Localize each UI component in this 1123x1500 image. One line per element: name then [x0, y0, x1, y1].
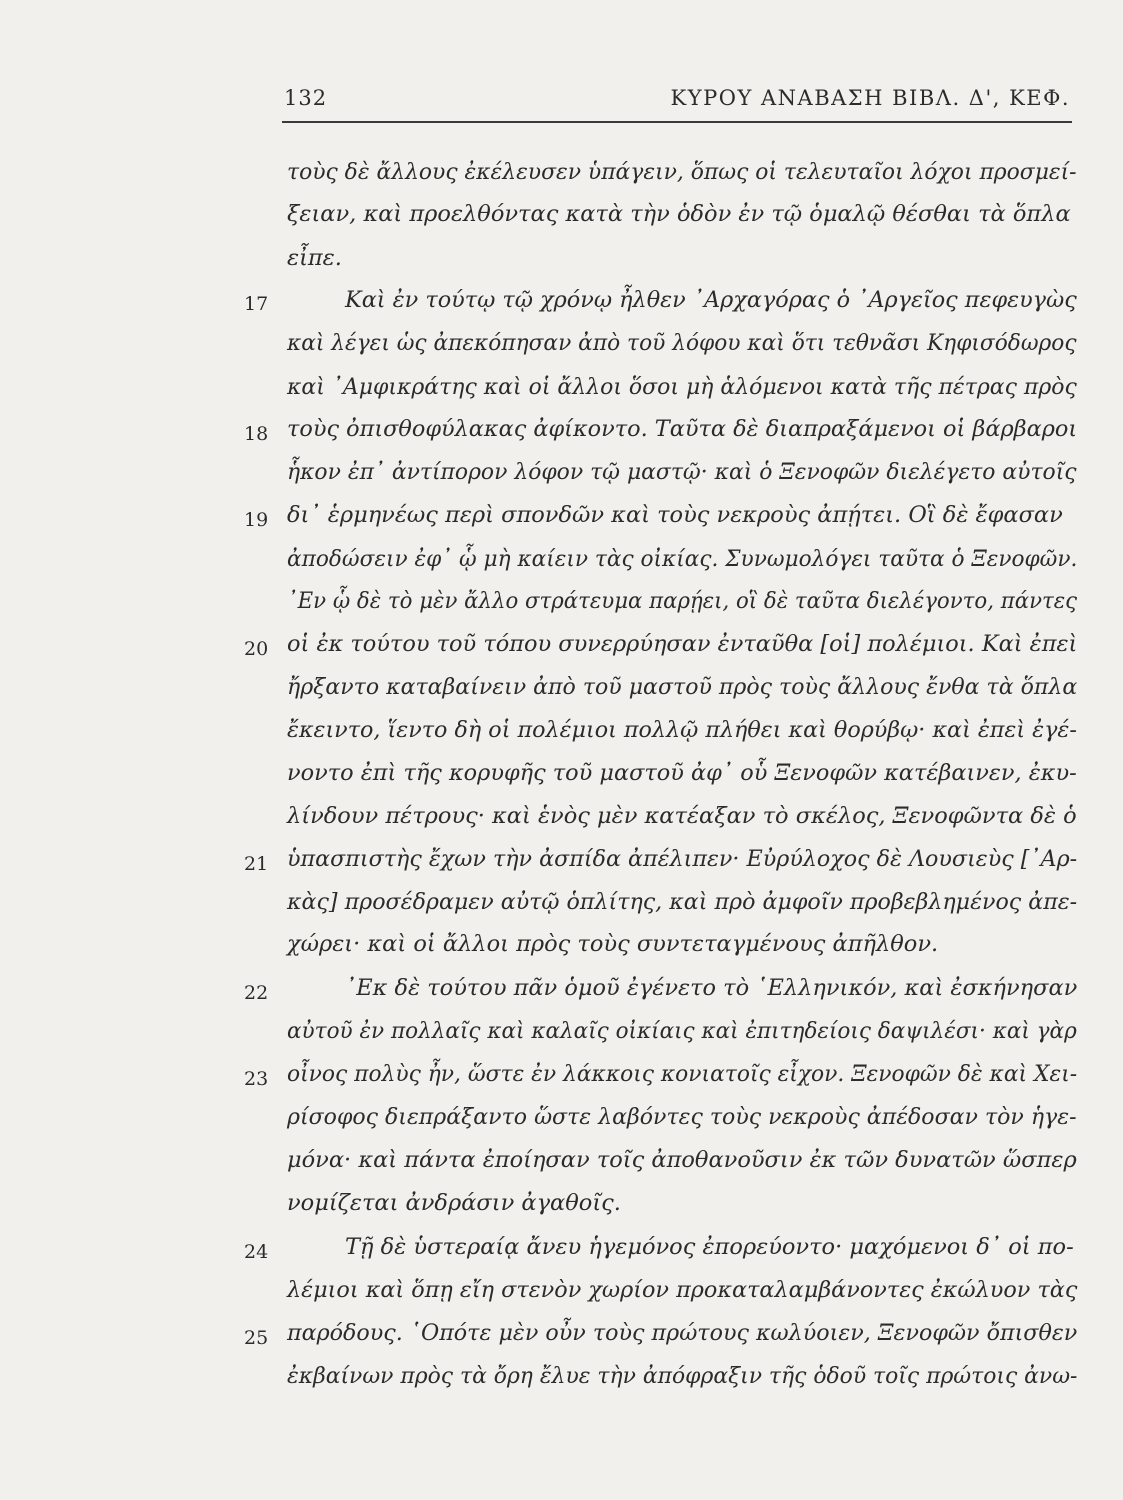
text-line: καὶ ᾿Αμφικράτης καὶ οἱ ἄλλοι ὅσοι μὴ ἁλόμενοι κατὰ τῆς πέτρας πρὸς	[287, 374, 1077, 400]
section-number-23: 23	[244, 1068, 269, 1090]
text-line: δι᾿ ἑρμηνέως περὶ σπονδῶν καὶ τοὺς νεκροὺς ἀπῄτει. Οἳ δὲ ἔφασαν	[287, 502, 1063, 528]
running-head: ΚΥΡΟΥ ΑΝΑΒΑΣΗ ΒΙΒΛ. Δ', ΚΕΦ.	[670, 86, 1070, 110]
section-number-22: 22	[244, 982, 269, 1004]
text-line: νομίζεται ἀνδράσιν ἀγαθοῖς.	[287, 1190, 621, 1216]
text-line: εἶπε.	[287, 245, 342, 271]
text-line: νοντο ἐπὶ τῆς κορυφῆς τοῦ μαστοῦ ἀφ᾿ οὗ Ξενοφῶν κατέβαινεν, ἐκυ-	[287, 760, 1077, 786]
text-line: οἶνος πολὺς ἦν, ὥστε ἐν λάκκοις κονιατοῖς εἶχον. Ξενοφῶν δὲ καὶ Χει-	[287, 1061, 1078, 1087]
text-line: Καὶ ἐν τούτῳ τῷ χρόνῳ ἦλθεν ᾿Αρχαγόρας ὁ ᾿Αργεῖος πεφευγὼς	[345, 287, 1077, 313]
text-line: ἐκβαίνων πρὸς τὰ ὄρη ἔλυε τὴν ἀπόφραξιν τῆς ὁδοῦ τοῖς πρώτοις ἀνω-	[287, 1363, 1078, 1389]
page-number: 132	[284, 86, 328, 110]
text-line: ὑπασπιστὴς ἔχων τὴν ἀσπίδα ἀπέλιπεν· Εὐρύλοχος δὲ Λουσιεὺς [᾿Αρ-	[287, 846, 1078, 872]
text-line: ἀποδώσειν ἐφ᾿ ᾧ μὴ καίειν τὰς οἰκίας. Συνωμολόγει ταῦτα ὁ Ξενοφῶν.	[287, 546, 1078, 572]
text-line: ἔκειντο, ἵεντο δὴ οἱ πολέμιοι πολλῷ πλήθει καὶ θορύβῳ· καὶ ἐπεὶ ἐγέ-	[287, 717, 1077, 743]
text-line: ρίσοφος διεπράξαντο ὥστε λαβόντες τοὺς νεκροὺς ἀπέδοσαν τὸν ἡγε-	[287, 1104, 1077, 1130]
text-line: καὶ λέγει ὡς ἀπεκόπησαν ἀπὸ τοῦ λόφου καὶ ὅτι τεθνᾶσι Κηφισόδωρος	[287, 330, 1077, 356]
text-line: χώρει· καὶ οἱ ἄλλοι πρὸς τοὺς συντεταγμένους ἀπῆλθον.	[287, 931, 939, 957]
text-line: ἤρξαντο καταβαίνειν ἀπὸ τοῦ μαστοῦ πρὸς τοὺς ἄλλους ἔνθα τὰ ὅπλα	[287, 674, 1078, 700]
text-line: τοὺς ὀπισθοφύλακας ἀφίκοντο. Ταῦτα δὲ διαπραξάμενοι οἱ βάρβαροι	[287, 416, 1078, 442]
section-number-21: 21	[244, 853, 269, 875]
text-line: λίνδουν πέτρους· καὶ ἑνὸς μὲν κατέαξαν τὸ σκέλος, Ξενοφῶντα δὲ ὁ	[287, 803, 1077, 829]
text-line: λέμιοι καὶ ὅπῃ εἴη στενὸν χωρίον προκαταλαμβάνοντες ἐκώλυον τὰς	[287, 1277, 1078, 1303]
section-number-25: 25	[244, 1327, 269, 1349]
section-number-18: 18	[244, 423, 269, 445]
text-line: τοὺς δὲ ἄλλους ἐκέλευσεν ὑπάγειν, ὅπως οἱ τελευταῖοι λόχοι προσμεί-	[287, 159, 1077, 185]
text-line: παρόδους. ῾Οπότε μὲν οὖν τοὺς πρώτους κωλύοιεν, Ξενοφῶν ὄπισθεν	[287, 1320, 1078, 1346]
text-line: ᾿Εν ᾧ δὲ τὸ μὲν ἄλλο στράτευμα παρῄει, οἳ δὲ ταῦτα διελέγοντο, πάντες	[287, 588, 1078, 614]
text-line: ᾿Εκ δὲ τούτου πᾶν ὁμοῦ ἐγένετο τὸ ῾Ελληνικόν, καὶ ἐσκήνησαν	[345, 975, 1078, 1001]
section-number-20: 20	[244, 638, 269, 660]
text-line: ἧκον ἐπ᾿ ἀντίπορον λόφον τῷ μαστῷ· καὶ ὁ Ξενοφῶν διελέγετο αὐτοῖς	[287, 459, 1077, 485]
section-number-19: 19	[244, 509, 269, 531]
section-number-24: 24	[244, 1241, 269, 1263]
text-line: οἱ ἐκ τούτου τοῦ τόπου συνερρύησαν ἐνταῦθα [οἱ] πολέμιοι. Καὶ ἐπεὶ	[287, 631, 1078, 657]
text-line: Τῇ δὲ ὑστεραίᾳ ἄνευ ἡγεμόνος ἐπορεύοντο· μαχόμενοι δ᾿ οἱ πο-	[345, 1234, 1074, 1260]
section-number-17: 17	[244, 293, 269, 315]
text-line: μόνα· καὶ πάντα ἐποίησαν τοῖς ἀποθανοῦσιν ἐκ τῶν δυνατῶν ὥσπερ	[287, 1147, 1077, 1173]
text-line: αὐτοῦ ἐν πολλαῖς καὶ καλαῖς οἰκίαις καὶ ἐπιτηδείοις δαψιλέσι· καὶ γὰρ	[287, 1018, 1077, 1044]
text-line: κὰς] προσέδραμεν αὐτῷ ὁπλίτης, καὶ πρὸ ἀμφοῖν προβεβλημένος ἀπε-	[287, 889, 1078, 915]
text-line: ξειαν, καὶ προελθόντας κατὰ τὴν ὁδὸν ἐν τῷ ὁμαλῷ θέσθαι τὰ ὅπλα	[287, 201, 1071, 227]
